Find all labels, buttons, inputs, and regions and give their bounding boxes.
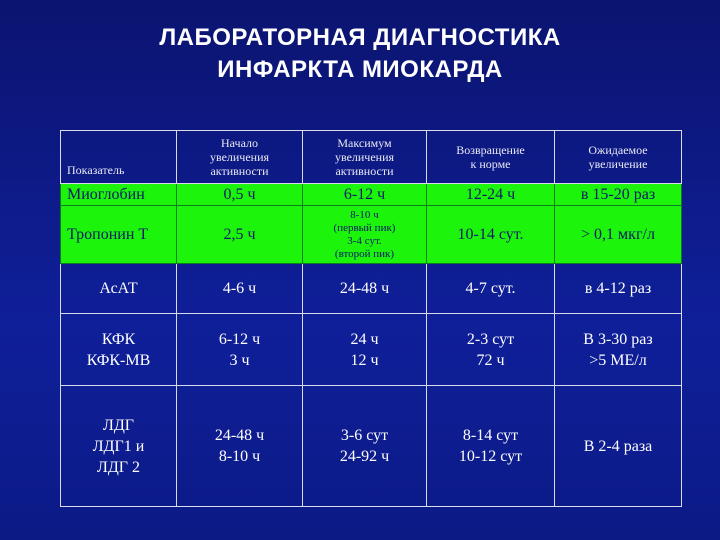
cell-text: 4-7 сут. — [465, 280, 516, 297]
cell-ck-normalization — [427, 314, 555, 386]
title-line-1: ЛАБОРАТОРНАЯ ДИАГНОСТИКА — [159, 24, 561, 51]
cell-ck-expected — [555, 314, 682, 386]
header-onset-line-3: активности — [210, 164, 269, 178]
header-peak-line-1: Максимум — [337, 136, 392, 150]
cell-ldh-expected — [555, 386, 682, 507]
cell-ldh-normalization — [427, 386, 555, 507]
slide-title — [0, 22, 720, 86]
cell-text: 12 ч — [350, 351, 379, 369]
cell-ck-onset — [177, 314, 303, 386]
header-normalization — [427, 131, 555, 184]
cell-myoglobin-normalization — [427, 184, 555, 206]
cell-text: 4-6 ч — [222, 280, 257, 297]
table-row-ldh — [61, 386, 682, 507]
cell-text: 2-3 сут — [466, 330, 515, 348]
header-peak-line-2: увеличения — [334, 150, 395, 164]
header-onset — [177, 131, 303, 184]
cell-troponin-normalization — [427, 206, 555, 264]
cell-myoglobin-expected — [555, 184, 682, 206]
cell-troponin-name — [61, 206, 177, 264]
cell-text: В 2-4 раза — [583, 437, 653, 455]
cell-text: 3-4 сут. — [347, 234, 382, 247]
cell-ast-name — [61, 264, 177, 314]
cell-text: Тропонин Т — [67, 225, 149, 243]
title-line-2: ИНФАРКТА МИОКАРДА — [217, 56, 503, 83]
cell-text: 12-24 ч — [465, 185, 516, 203]
cell-text: 10-12 сут — [458, 448, 523, 465]
cell-ast-peak — [303, 264, 427, 314]
table-row-ck — [61, 314, 682, 386]
cell-text: 10-14 сут. — [457, 225, 524, 243]
cell-text: в 15-20 раз — [580, 185, 656, 203]
cell-myoglobin-name — [61, 184, 177, 206]
cell-ldh-onset — [177, 386, 303, 507]
cell-text: (второй пик) — [334, 247, 395, 260]
cell-text: 24-48 ч — [214, 427, 265, 444]
cell-ast-expected — [555, 264, 682, 314]
cell-text: 2,5 ч — [223, 225, 256, 243]
cell-text: КФК — [101, 330, 136, 348]
header-indicator-text: Показатель — [67, 163, 125, 177]
cell-text: 8-10 ч — [218, 448, 261, 465]
cell-text: В 3-30 раз — [583, 330, 653, 348]
header-normalization-line-1: Возвращение — [456, 143, 525, 157]
cell-troponin-onset — [177, 206, 303, 264]
table-row-ast — [61, 264, 682, 314]
cell-text: 24-48 ч — [339, 280, 390, 297]
cell-myoglobin-peak — [303, 184, 427, 206]
cell-ck-name — [61, 314, 177, 386]
header-peak-line-3: активности — [335, 164, 394, 178]
cell-ck-peak — [303, 314, 427, 386]
header-onset-line-2: увеличения — [209, 150, 270, 164]
cell-myoglobin-onset — [177, 184, 303, 206]
cell-text: (первый пик) — [333, 221, 396, 234]
cell-text: 8-14 сут — [462, 427, 519, 444]
table-row-troponin — [61, 206, 682, 264]
cell-text: КФК-МВ — [86, 351, 151, 369]
cell-text: АсАТ — [99, 280, 138, 297]
header-onset-line-1: Начало — [221, 136, 258, 150]
cell-text: >5 МЕ/л — [589, 351, 647, 369]
header-normalization-line-2: к норме — [470, 157, 511, 171]
cell-text: 6-12 ч — [343, 185, 386, 203]
cell-text: ЛДГ1 и — [92, 437, 145, 455]
cell-text: 24 ч — [350, 330, 379, 348]
cell-text: > 0,1 мкг/л — [581, 225, 655, 243]
diagnostics-table — [60, 130, 682, 507]
cell-text: 3 ч — [229, 351, 250, 369]
cell-ast-onset — [177, 264, 303, 314]
cell-text: 8-10 ч — [350, 208, 379, 221]
cell-text: ЛДГ — [102, 416, 134, 434]
cell-text: 72 ч — [476, 351, 505, 369]
cell-ast-normalization — [427, 264, 555, 314]
cell-text: 3-6 сут — [340, 427, 389, 444]
header-peak — [303, 131, 427, 184]
cell-ldh-peak — [303, 386, 427, 507]
table-row-myoglobin — [61, 184, 682, 206]
header-indicator — [61, 131, 177, 184]
cell-text: 24-92 ч — [339, 448, 390, 465]
cell-text: ЛДГ 2 — [96, 458, 140, 476]
cell-troponin-expected — [555, 206, 682, 264]
cell-text: Миоглобин — [67, 185, 145, 203]
header-row — [61, 131, 682, 184]
header-expected-line-1: Ожидаемое — [588, 143, 648, 157]
cell-text: в 4-12 раз — [584, 280, 652, 297]
header-expected-line-2: увеличение — [588, 157, 648, 171]
cell-ldh-name — [61, 386, 177, 507]
cell-text: 0,5 ч — [223, 185, 256, 203]
cell-troponin-peak — [303, 206, 427, 264]
header-expected-increase — [555, 131, 682, 184]
cell-text: 6-12 ч — [218, 330, 261, 348]
